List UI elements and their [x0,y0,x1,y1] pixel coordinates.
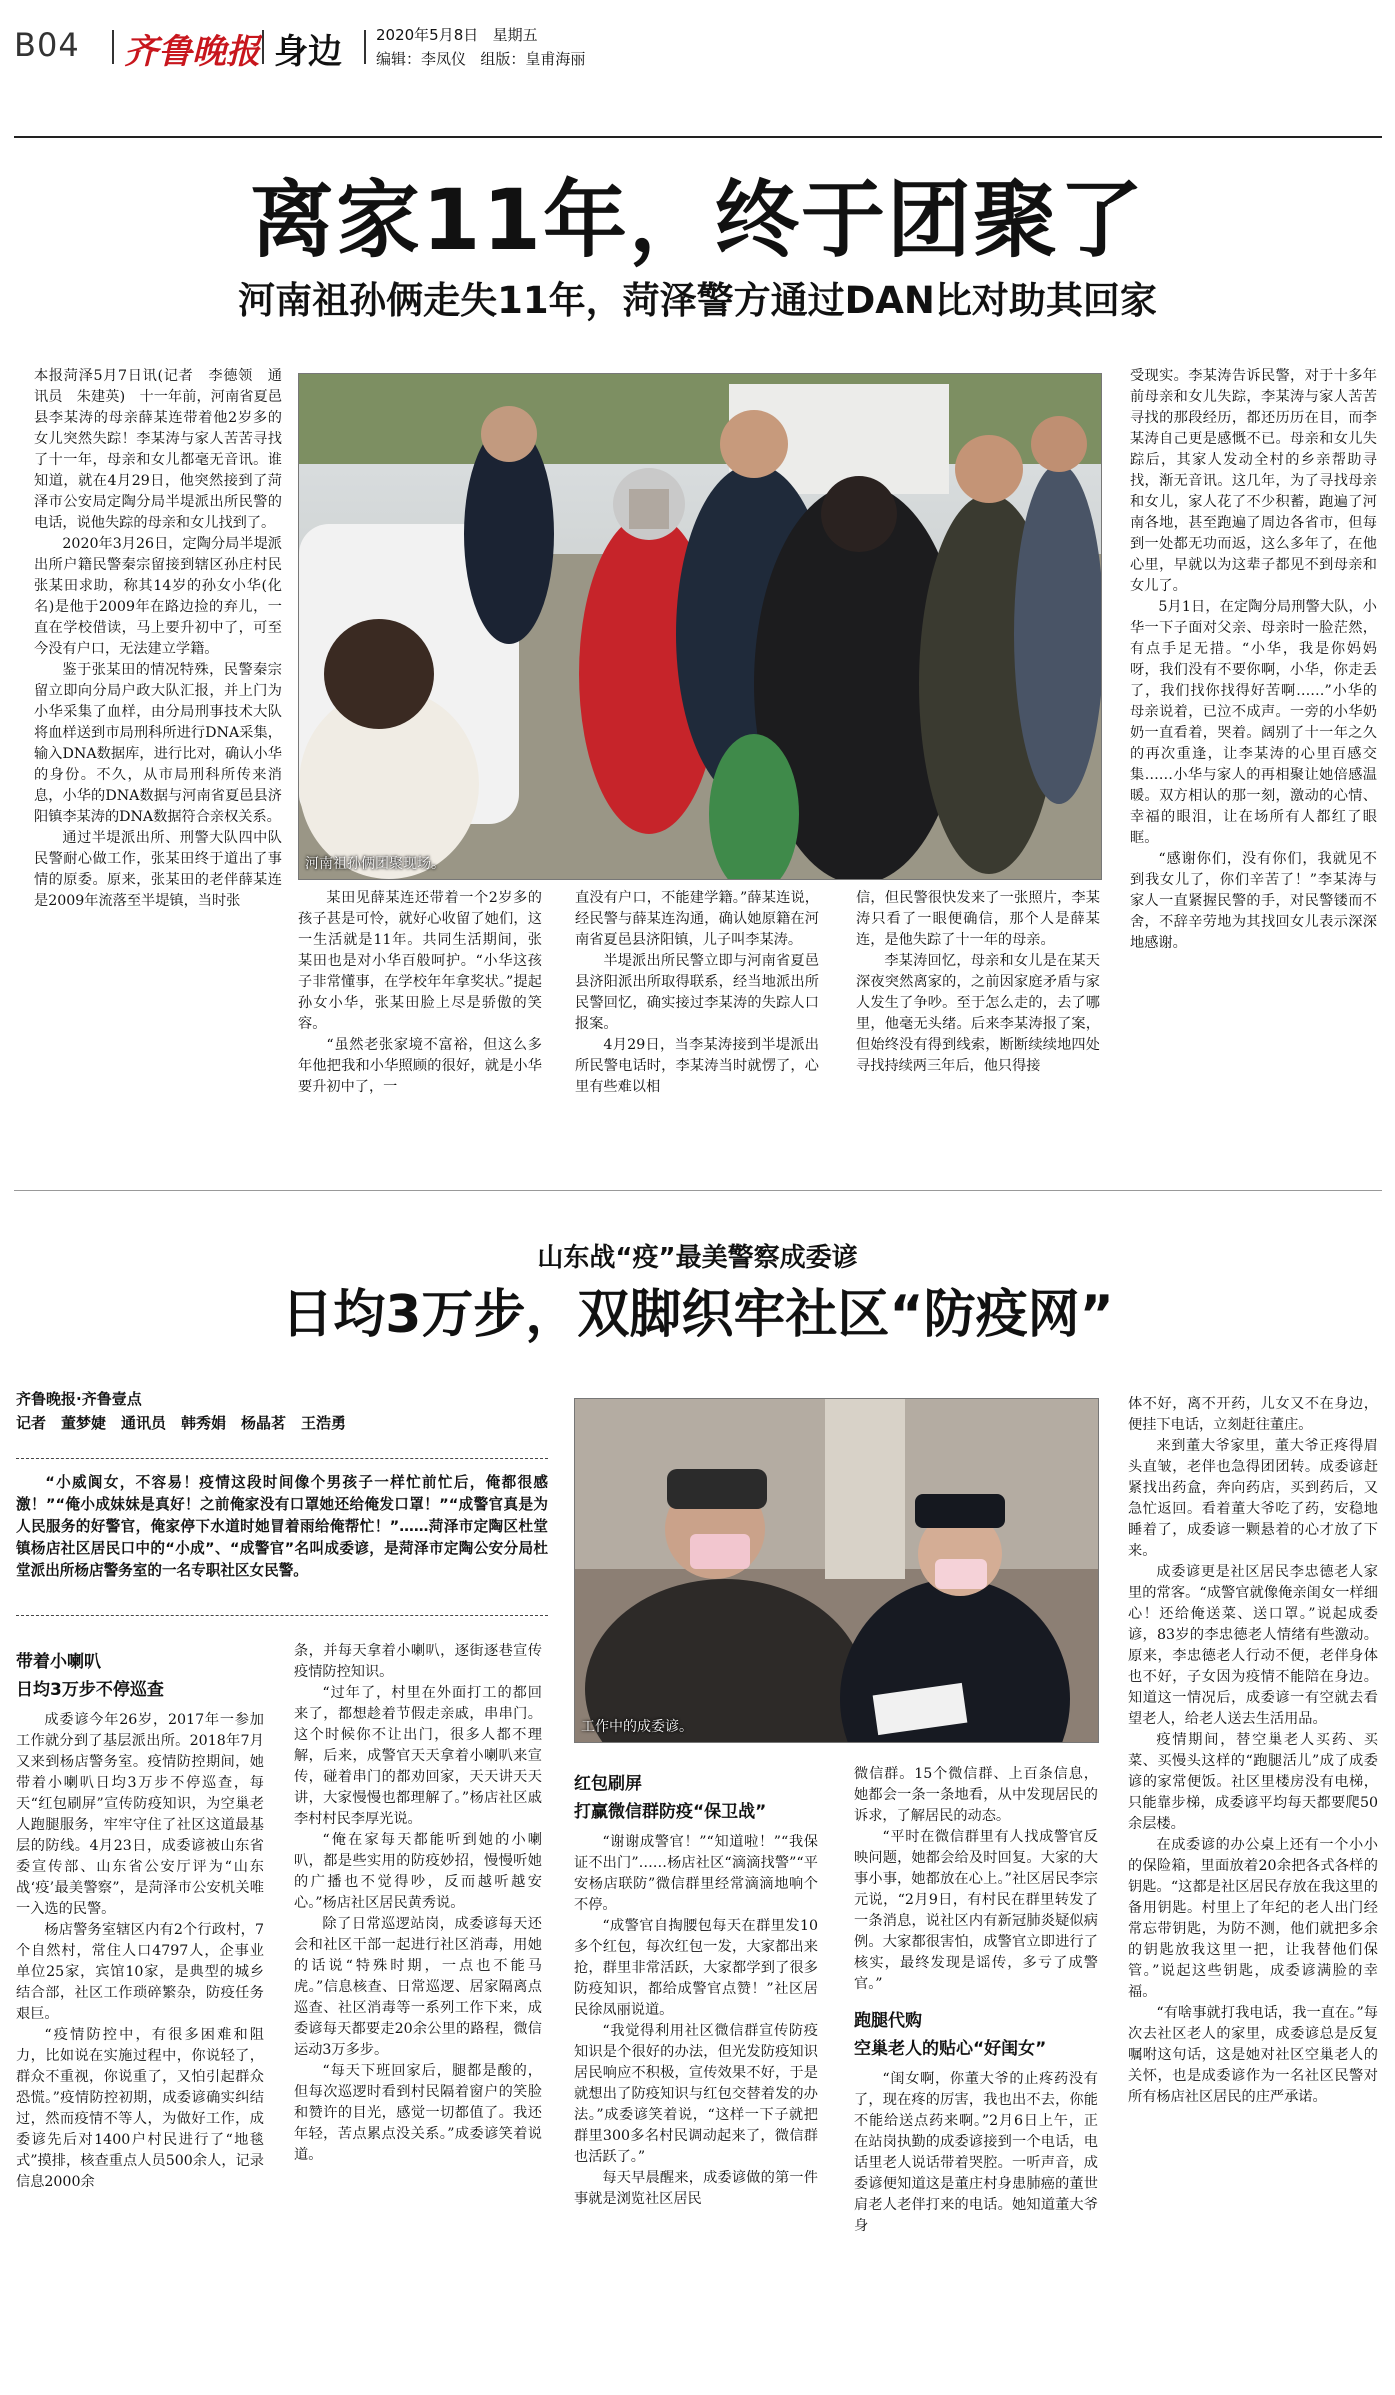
paragraph: “平时在微信群里有人找成警官反映问题，她都会给及时回复。大家的大事小事，她都放在心上。”社区居民李宗元说，“2月9日，有村民在群里转发了一条消息，说社区内有新冠肺炎疑似病例。大家都很害怕，成警官立即进行了核实，最终发现是谣传，多亏了成警官。” [854,1829,1098,1992]
article2-colA [16,1636,264,2193]
header-divider-3 [364,30,366,64]
paragraph: 李某涛回忆，母亲和女儿是在某天深夜突然离家的，之前因家庭矛盾与家人发生了争吵。至于怎么走的，去了哪里，他毫无头绪。后来李某涛报了案，但始终没有得到线索，断断续续地四处寻找持续两三年后，他只得接 [856,953,1100,1074]
officer-photo-image [575,1399,1098,1742]
paragraph: 杨店警务室辖区内有2个行政村，7个自然村，常住人口4797人，企事业单位25家，宾馆10家，是典型的城乡结合部，社区工作琐碎繁杂，防疫任务艰巨。 [16,1922,264,2022]
article2-colE [1128,1394,1378,2108]
paragraph: 除了日常巡逻站岗，成委谚每天还会和社区干部一起进行社区消毒，用她的话说“特殊时期，一点也不能马虎。”信息核查、日常巡逻、居家隔离点巡查、社区消毒等一系列工作下来，成委谚每天都要走20余公里的路程，微信运动3万多步。 [294,1916,542,2058]
article1-col3 [575,888,819,1098]
article2-colD [854,1764,1098,2237]
paragraph: “过年了，村里在外面打工的都回来了，都想趁着节假走亲戚，串串门。这个时候你不让出门，很多人都不理解，后来，成警官天天拿着小喇叭来宣传，碰着串门的都劝回家，天天讲天天讲，大家慢慢也都理解了。”杨店社区戚李村村民李厚光说。 [294,1685,542,1827]
article1-col5 [1130,366,1377,954]
paragraph: 在成委谚的办公桌上还有一个小小的保险箱，里面放着20余把各式各样的钥匙。“这都是社区居民存放在我这里的备用钥匙。村里上了年纪的老人出门经常忘带钥匙，为防不测，他们就把多余的钥匙放我这里一把，让我替他们保管。”说起这些钥匙，成委谚满脸的幸福。 [1128,1837,1378,2000]
paragraph: “闺女啊，你董大爷的止疼药没有了，现在疼的厉害，我也出不去，你能不能给送点药来啊。”2月6日上午，正在站岗执勤的成委谚接到一个电话，电话里老人说话带着哭腔。一听声音，成委谚便知道这是董庄村身患肺癌的董世肩老人老伴打来的电话。她知道董大爷身 [854,2071,1098,2234]
article1-col2 [298,888,542,1098]
paragraph: 成委谚今年26岁，2017年一参加工作就分到了基层派出所。2018年7月又来到杨店警务室。疫情防控期间，她带着小喇叭日均3万步不停巡查，每天“红包刷屏”宣传防疫知识，为空巢老人跑腿服务，牢牢守住了社区这道最基层的防线。4月23日，成委谚被山东省委宣传部、山东省公安厅评为“山东战‘疫’最美警察”，是菏泽市公安机关唯一入选的民警。 [16,1712,264,1917]
kicker-2: 山东战“疫”最美警察成委谚 [537,1243,858,1273]
paragraph: 本报菏泽5月7日讯(记者 李德领 通讯员 朱建英) 十一年前，河南省夏邑县李某涛的母亲薛某连带着他2岁多的女儿突然失踪！李某涛与家人苦苦寻找了十一年，母亲和女儿都毫无音讯。谁知道，就在4月29日，他突然接到了菏泽市公安局定陶分局半堤派出所民警的电话，说他失踪的母亲和女儿找到了。 [34,368,282,531]
paragraph: 直没有户口，不能建学籍。”薛某连说，经民警与薛某连沟通，确认她原籍在河南省夏邑县济阳镇，儿子叫李某涛。 [575,890,819,948]
article2-colB [294,1641,542,2166]
colA-subheading: 日均3万步不停巡查 [16,1680,164,1700]
paragraph: 鉴于张某田的情况特殊，民警秦宗留立即向分局户政大队汇报，并上门为小华采集了血样，由分局刑事技术大队将血样送到市局刑科所进行DNA采集，输入DNA数据库，进行比对，确认小华的身份。不久，从市局刑科所传来消息，小华的DNA数据与河南省夏邑县济阳镇李某涛的DNA数据符合亲权关系。 [34,662,282,825]
page-number: B04 [14,26,80,64]
paragraph: “成警官自掏腰包每天在群里发10多个红包，每次红包一发，大家都出来抢，群里非常活跃，大家都学到了很多防疫知识，都给成警官点赞！”社区居民徐凤丽说道。 [574,1918,818,2018]
article2-colC [574,1758,818,2210]
editor-credits [376,48,585,69]
newspaper-logo: 齐鲁晚报 [124,32,260,72]
colD-subheading: 空巢老人的贴心“好闺女” [854,2039,1047,2059]
paragraph: 微信群。15个微信群、上百条信息，她都会一条一条地看，从中发现居民的诉求，了解居民的动态。 [854,1766,1098,1824]
paragraph: “俺在家每天都能听到她的小喇叭，都是些实用的防疫妙招，慢慢听她的广播也不觉得吵，反而越听越安心。”杨店社区居民黄秀说。 [294,1832,542,1911]
photo-caption-2: 工作中的成委谚。 [581,1719,693,1735]
paragraph: “疫情防控中，有很多困难和阻力，比如说在实施过程中，你说轻了，群众不重视，你说重了，又怕引起群众恐慌。”疫情防控初期，成委谚确实纠结过，然而疫情不等人，为做好工作，成委谚先后对1400户村民进行了“地毯式”摸排，核查重点人员500余人，记录信息2000余 [16,2027,264,2190]
header-divider-2 [262,30,264,64]
paragraph: 来到董大爷家里，董大爷正疼得眉头直皱，老伴也急得团团转。成委谚赶紧找出药盒，奔向药店，买到药后，又急忙返回。看着董大爷吃了药，安稳地睡着了，成委谚一颗悬着的心才放了下来。 [1128,1438,1378,1559]
colC-subheading: 打赢微信群防疫“保卫战” [574,1802,767,1822]
issue-date [376,24,538,45]
byline-2: 记者 董梦婕 通讯员 韩秀娟 杨晶茗 王浩勇 [16,1414,347,1432]
subheadline-1: 河南祖孙俩走失11年，菏泽警方通过DAN比对助其回家 [238,279,1157,322]
section-title: 身边 [274,32,342,72]
weekday-text: 星期五 [492,26,538,44]
paragraph: “虽然老张家境不富裕，但这么多年他把我和小华照顾的很好，就是小华要升初中了，一 [298,1037,542,1095]
designer-text: 组版：皇甫海丽 [480,50,586,68]
paragraph: 条，并每天拿着小喇叭，逐街逐巷宣传疫情防控知识。 [294,1643,542,1680]
paragraph: “感谢你们，没有你们，我就见不到我女儿了，你们辛苦了！”李某涛与家人一直紧握民警的手，对民警镂而不舍，不辞辛劳地为其找回女儿表示深深地感谢。 [1130,851,1377,951]
reunion-photo-image [299,374,1101,879]
section-rule [14,1190,1382,1191]
reunion-photo [298,373,1102,880]
paragraph: 信，但民警很快发来了一张照片，李某涛只看了一眼便确信，那个人是薛某连，是他失踪了十一年的母亲。 [856,890,1100,948]
paragraph: “我觉得利用社区微信群宣传防疫知识是个很好的办法，但光发防疫知识居民响应不积极，宣传效果不好，于是就想出了防疫知识与红包交替着发的办法。”成委谚笑着说，“这样一下子就把群里300多名村民调动起来了，微信群也活跃了。” [574,2023,818,2165]
paragraph: 受现实。李某涛告诉民警，对于十多年前母亲和女儿失踪，李某涛与家人苦苦寻找的那段经历，都还历历在目，而李某涛自己更是感慨不已。母亲和女儿失踪后，其家人发动全村的乡亲帮助寻找，渐无音讯。这几年，为了寻找母亲和女儿，家人花了不少积蓄，跑遍了河南各地，甚至跑遍了周边各省市，但每到一处都无功而返，这么多年了，在他心里，早就以为这辈子都见不到母亲和女儿了。 [1130,368,1377,594]
article1-col1 [34,366,282,912]
article1-col4 [856,888,1100,1077]
paragraph: 成委谚更是社区居民李忠德老人家里的常客。“成警官就像俺亲闺女一样细心！还给俺送菜、送口罩。”说起成委谚，83岁的李忠德老人情绪有些激动。原来，李忠德老人行动不便，老伴身体也不好，子女因为疫情不能陪在身边。知道这一情况后，成委谚一有空就去看望老人，给老人送去生活用品。 [1128,1564,1378,1727]
paragraph: 5月1日，在定陶分局刑警大队，小华一下子面对父亲、母亲时一脸茫然，有点手足无措。“小华，我是你妈妈呀，我们没有不要你啊，小华，你走丢了，我们找你找得好苦啊……”小华的母亲说着，已泣不成声。一旁的小华奶奶一直看着，哭着。阔别了十一年之久的再次重逢，让李某涛的心里百感交集……小华与家人的再相聚让她倍感温暖。双方相认的那一刻，激动的心情、幸福的眼泪，让在场所有人都红了眼眶。 [1130,599,1377,846]
colA-heading: 带着小喇叭 [16,1652,101,1672]
paragraph: 通过半堤派出所、刑警大队四中队民警耐心做工作，张某田终于道出了事情的原委。原来，张某田的老伴薛某连是2009年流落至半堤镇，当时张 [34,830,282,909]
header-divider-1 [112,30,114,64]
paragraph: 体不好，离不开药，儿女又不在身边，便挂下电话，立刻赶往董庄。 [1128,1396,1378,1433]
paragraph: “每天下班回家后，腿都是酸的，但每次巡逻时看到村民隔着窗户的笑脸和赞许的目光，感觉一切都值了。我还年轻，苦点累点没关系。”成委谚笑着说道。 [294,2063,542,2163]
paragraph: 每天早晨醒来，成委谚做的第一件事就是浏览社区居民 [574,2170,818,2207]
colD-heading: 跑腿代购 [854,2011,922,2031]
paragraph: 2020年3月26日，定陶分局半堤派出所户籍民警秦宗留接到辖区孙庄村民张某田求助，称其14岁的孙女小华(化名)是他于2009年在路边捡的弃儿，一直在学校借读，马上要升初中了，可至今没有户口，无法建立学籍。 [34,536,282,657]
lead-text: “小威阆女，不容易！疫情这段时间像个男孩子一样忙前忙后，俺都很感激！”“俺小成妹妹是真好！之前俺家没有口罩她还给俺发口罩！”“成警官真是为人民服务的好警官，俺家停下水道时她冒着雨给俺帮忙！”……菏泽市定陶区杜堂镇杨店社区居民口中的“小成”、“成警官”名叫成委谚，是菏泽市定陶公安分局杜堂派出所杨店警务室的一名专职社区女民警。 [16,1474,548,1579]
editor-text: 编辑：李凤仪 [376,50,467,68]
paragraph: “有啥事就打我电话，我一直在。”每次去社区老人的家里，成委谚总是反复嘱咐这句话，这是她对社区空巢老人的关怀，也是成委谚作为一名社区民警对所有杨店社区居民的庄严承诺。 [1128,2005,1378,2105]
paragraph: “谢谢成警官！”“知道啦！”“我保证不出门”……杨店社区“滴滴找警”“平安杨店联防”微信群里经常滴滴地响个不停。 [574,1834,818,1913]
colC-heading: 红包刷屏 [574,1774,642,1794]
source-label: 齐鲁晚报·齐鲁壹点 [16,1390,142,1408]
officer-photo [574,1398,1099,1743]
photo-caption-1: 河南祖孙俩团聚现场。 [305,856,445,872]
paragraph: 疫情期间，替空巢老人买药、买菜、买慢头这样的“跑腿活儿”成了成委谚的家常便饭。社区里楼房没有电梯，只能靠步梯，成委谚平均每天都要爬50余层楼。 [1128,1732,1378,1832]
date-text: 2020年5月8日 [376,26,479,44]
paragraph: 半堤派出所民警立即与河南省夏邑县济阳派出所取得联系，经当地派出所民警回忆，确实接过李某涛的失踪人口报案。 [575,953,819,1032]
header-rule [14,136,1382,138]
headline-1: 离家11年，终于团聚了 [250,171,1145,269]
headline-2: 日均3万步，双脚织牢社区“防疫网” [281,1285,1114,1345]
lead-paragraph [16,1472,548,1582]
paragraph: 4月29日，当李某涛接到半堤派出所民警电话时，李某涛当时就愣了，心里有些难以相 [575,1037,819,1095]
paragraph: 某田见薛某连还带着一个2岁多的孩子甚是可怜，就好心收留了她们，这一生活就是11年。共同生活期间，张某田也是对小华百般呵护。“小华这孩子非常懂事，在学校年年拿奖状。”提起孙女小华，张某田脸上尽是骄傲的笑容。 [298,890,542,1032]
